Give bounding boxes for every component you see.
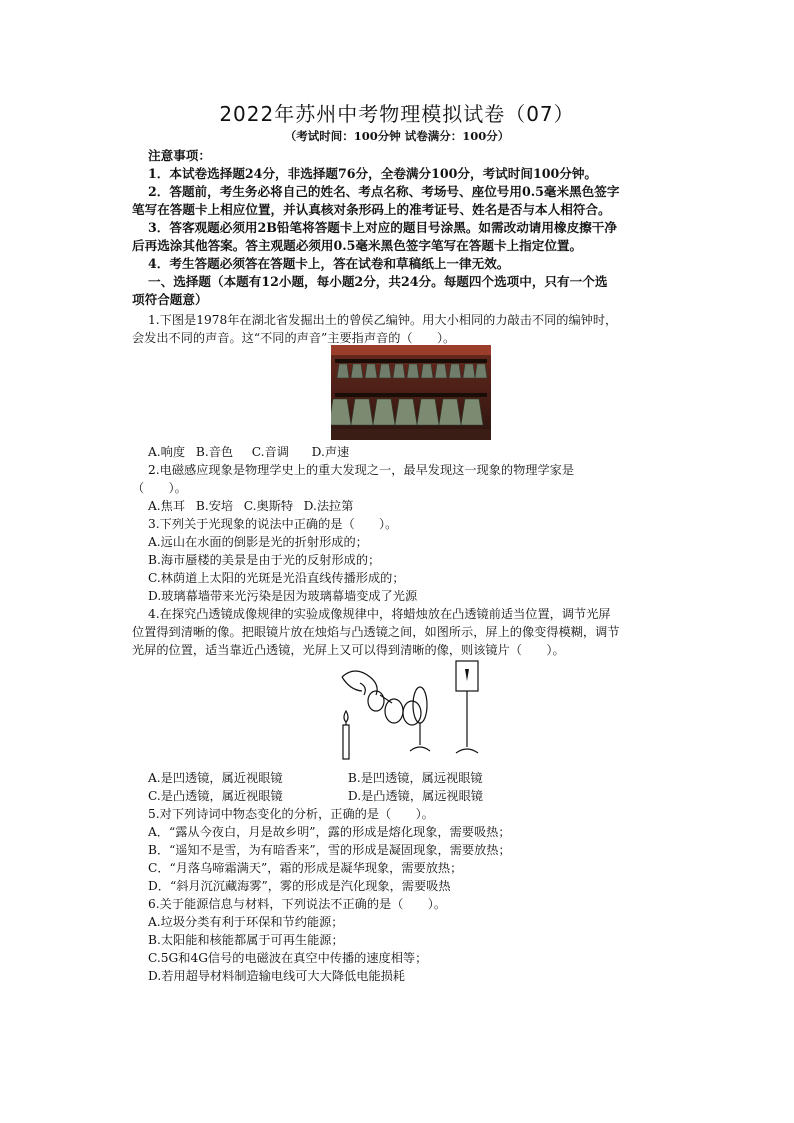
option-a[interactable]: A.远山在水面的倒影是光的折射形成的； — [148, 535, 368, 549]
option-c[interactable]: C.音调 — [251, 445, 289, 459]
option-b[interactable]: B.太阳能和核能都属于可再生能源； — [148, 933, 344, 947]
question-5-stem: 5.对下列诗词中物态变化的分析，正确的是（ ）。 — [148, 807, 434, 821]
option-d[interactable]: D.若用超导材料制造输电线可大大降低电能损耗 — [148, 969, 405, 983]
option-b[interactable]: B.海市蜃楼的美景是由于光的反射形成的； — [148, 553, 381, 567]
question-6-stem: 6.关于能源信息与材料，下列说法不正确的是（ ）。 — [148, 897, 447, 911]
option-c[interactable]: C．“月落乌啼霜满天”，霜的形成是凝华现象，需要放热； — [148, 861, 463, 875]
question-2-stem-cont: （ ）。 — [132, 481, 187, 495]
notice-item: 2．答题前，考生务必将自己的姓名、考点名称、考场号、座位号用0.5毫米黑色签字 — [148, 184, 620, 199]
option-c[interactable]: C.林荫道上太阳的光斑是光沿直线传播形成的； — [148, 571, 405, 585]
question-4-stem: 4.在探究凸透镜成像规律的实验成像规律中，将蜡烛放在凸透镜前适当位置，调节光屏 — [148, 607, 611, 621]
question-3-stem: 3.下列关于光现象的说法中正确的是（ ）。 — [148, 517, 398, 531]
section-heading: 一、选择题（本题有12小题，每小题2分，共24分。每题四个选项中，只有一个选 — [148, 274, 608, 289]
section-heading-cont: 项符合题意） — [132, 292, 208, 307]
notice-heading: 注意事项： — [148, 148, 211, 163]
option-c[interactable]: C.5G和4G信号的电磁波在真空中传播的速度相等； — [148, 951, 428, 965]
notice-item: 笔写在答题卡上相应位置，并认真核对条形码上的准考证号、姓名是否与本人相符合。 — [132, 202, 611, 217]
option-b[interactable]: B.是凹透镜，属远视眼镜 — [347, 771, 483, 785]
notice-item: 1．本试卷选择题24分，非选择题76分，全卷满分100分，考试时间100分钟。 — [148, 166, 598, 181]
lens-experiment-diagram — [330, 655, 490, 765]
question-1-options — [148, 444, 349, 460]
option-a[interactable]: A.垃圾分类有利于环保和节约能源； — [148, 915, 344, 929]
option-a[interactable]: A.是凹透镜，属近视眼镜 — [148, 771, 283, 785]
option-c[interactable]: C.奥斯特 — [243, 499, 294, 513]
option-d[interactable]: D.玻璃幕墙带来光污染是因为玻璃幕墙变成了光源 — [148, 589, 418, 603]
question-1-stem: 1.下图是1978年在湖北省发掘出土的曾侯乙编钟。用大小相同的力敲击不同的编钟时， — [148, 313, 618, 327]
question-1-stem-cont: 会发出不同的声音。这“不同的声音”主要指声音的（ ）。 — [132, 331, 456, 345]
page-title: 2022年苏州中考物理模拟试卷（07） — [219, 102, 575, 126]
notice-item: 后再选涂其他答案。答主观题必须用0.5毫米黑色签字笔写在答题卡上指定位置。 — [132, 238, 583, 253]
page-subtitle: （考试时间：100分钟 试卷满分：100分） — [284, 129, 510, 143]
option-b[interactable]: B.安培 — [195, 499, 234, 513]
option-a[interactable]: A.响度 — [148, 445, 186, 459]
question-4-stem-cont: 光屏的位置，适当靠近凸透镜，光屏上又可以得到清晰的像，则该镜片（ ）。 — [132, 643, 565, 657]
option-b[interactable]: B．“遥知不是雪，为有暗香来”，雪的形成是凝固现象，需要放热； — [148, 843, 511, 857]
option-a[interactable]: A．“露从今夜白，月是故乡明”，露的形成是熔化现象，需要吸热； — [148, 825, 511, 839]
question-4-stem-cont: 位置得到清晰的像。把眼镜片放在烛焰与凸透镜之间，如图所示，屏上的像变得模糊，调节 — [132, 625, 620, 639]
question-4-options-row1 — [148, 770, 483, 786]
notice-item: 4．考生答题必须答在答题卡上，答在试卷和草稿纸上一律无效。 — [148, 256, 510, 271]
bianzhong-bells-photo — [331, 345, 491, 440]
question-2-stem: 2.电磁感应现象是物理学史上的重大发现之一，最早发现这一现象的物理学家是 — [148, 463, 575, 477]
option-a[interactable]: A.焦耳 — [148, 499, 186, 513]
option-d[interactable]: D.声速 — [311, 445, 350, 459]
option-b[interactable]: B.音色 — [195, 445, 234, 459]
option-d[interactable]: D.是凸透镜，属远视眼镜 — [347, 789, 483, 803]
question-4-options-row2 — [148, 788, 483, 804]
notice-item: 3．答客观题必须用2B铅笔将答题卡上对应的题目号涂黑。如需改动请用橡皮擦干净 — [148, 220, 617, 235]
option-d[interactable]: D.法拉第 — [303, 499, 354, 513]
question-2-options — [148, 498, 353, 514]
option-d[interactable]: D．“斜月沉沉藏海雾”，雾的形成是汽化现象，需要吸热 — [148, 879, 451, 893]
option-c[interactable]: C.是凸透镜，属近视眼镜 — [148, 789, 283, 803]
